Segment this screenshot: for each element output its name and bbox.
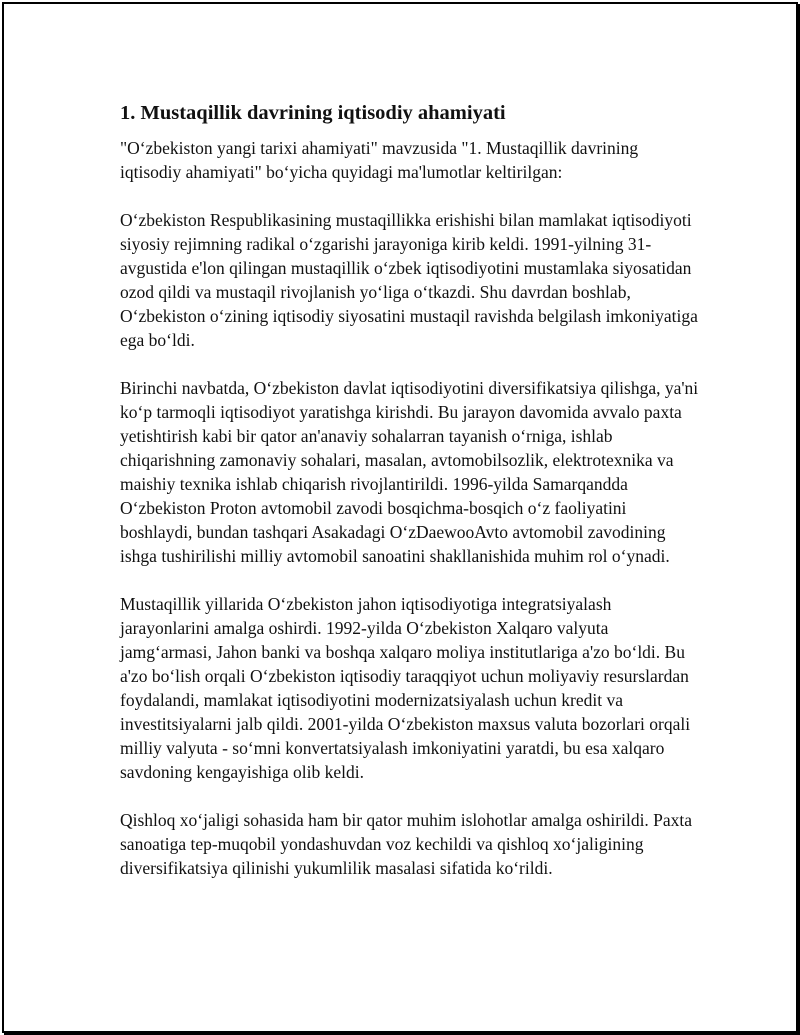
- integration-paragraph: Mustaqillik yillarida O‘zbekiston jahon iqtisodiyotiga integratsiyalash jarayonlarini amalga oshirdi. 1992-yilda O‘zbekiston Xalqaro valyuta jamg‘armasi, Jahon banki va boshqa xalqaro moliya institutlariga a'zo bo‘ldi. Bu a'zo bo‘lish orqali O‘zbekiston iqtisodiy taraqqiyot uchun moliyaviy resurslardan foydalandi, mamlakat iqtisodiyotini modernizatsiyalash uchun kredit va investitsiyalarni jalb qildi. 2001-yilda O‘zbekiston maxsus valuta bozorlari orqali milliy valyuta - so‘mni konvertatsiyalash imkoniyatini yaratdi, bu esa xalqaro savdoning kengayishiga olib keldi.: [120, 594, 691, 782]
- independence-paragraph: O‘zbekiston Respublikasining mustaqillikka erishishi bilan mamlakat iqtisodiyoti siyosiy rejimning radikal o‘zgarishi jarayoniga kirib keldi. 1991-yilning 31-avgustida e'lon qilingan mustaqillik o‘zbek iqtisodiyotini mustamlaka siyosatidan ozod qildi va mustaqil rivojlanish yo‘liga o‘tkazdi. Shu davrdan boshlab, O‘zbekiston o‘zining iqtisodiy siyosatini mustaqil ravishda belgilash imkoniyatiga ega bo‘ldi.: [120, 210, 698, 350]
- agriculture-paragraph: Qishloq xo‘jaligi sohasida ham bir qator muhim islohotlar amalga oshirildi. Paxta sanoatiga tep-muqobil yondashuvdan voz kechildi va qishloq xo‘jaligining diversifikatsiya qilinishi yukumlilik masalasi sifatida ko‘rildi.: [120, 810, 693, 878]
- diversification-paragraph: Birinchi navbatda, O‘zbekiston davlat iqtisodiyotini diversifikatsiya qilishga, ya'ni ko‘p tarmoqli iqtisodiyot yaratishga kirishdi. Bu jarayon davomida avvalo paxta yetishtirish kabi bir qator an'anaviy sohalarran tayanish o‘rniga, ishlab chiqarishning zamonaviy sohalari, masalan, avtomobilsozlik, elektrotexnika va maishiy texnika ishlab chiqarish rivojlantirildi. 1996-yilda Samarqandda O‘zbekiston Proton avtomobil zavodi bosqichma-bosqich o‘z faoliyatini boshlaydi, bundan tashqari Asakadagi O‘zDaewooAvto avtomobil zavodining ishga tushirilishi milliy avtomobil sanoatini shakllanishida muhim rol o‘ynadi.: [120, 378, 699, 566]
- intro-paragraph: "O‘zbekiston yangi tarixi ahamiyati" mavzusida "1. Mustaqillik davrining iqtisodiy ahamiyati" bo‘yicha quyidagi ma'lumotlar keltirilgan:: [120, 138, 639, 182]
- document-body: [120, 100, 700, 904]
- page-frame: [2, 2, 798, 1033]
- section-heading: 1. Mustaqillik davrining iqtisodiy ahamiyati: [120, 102, 506, 124]
